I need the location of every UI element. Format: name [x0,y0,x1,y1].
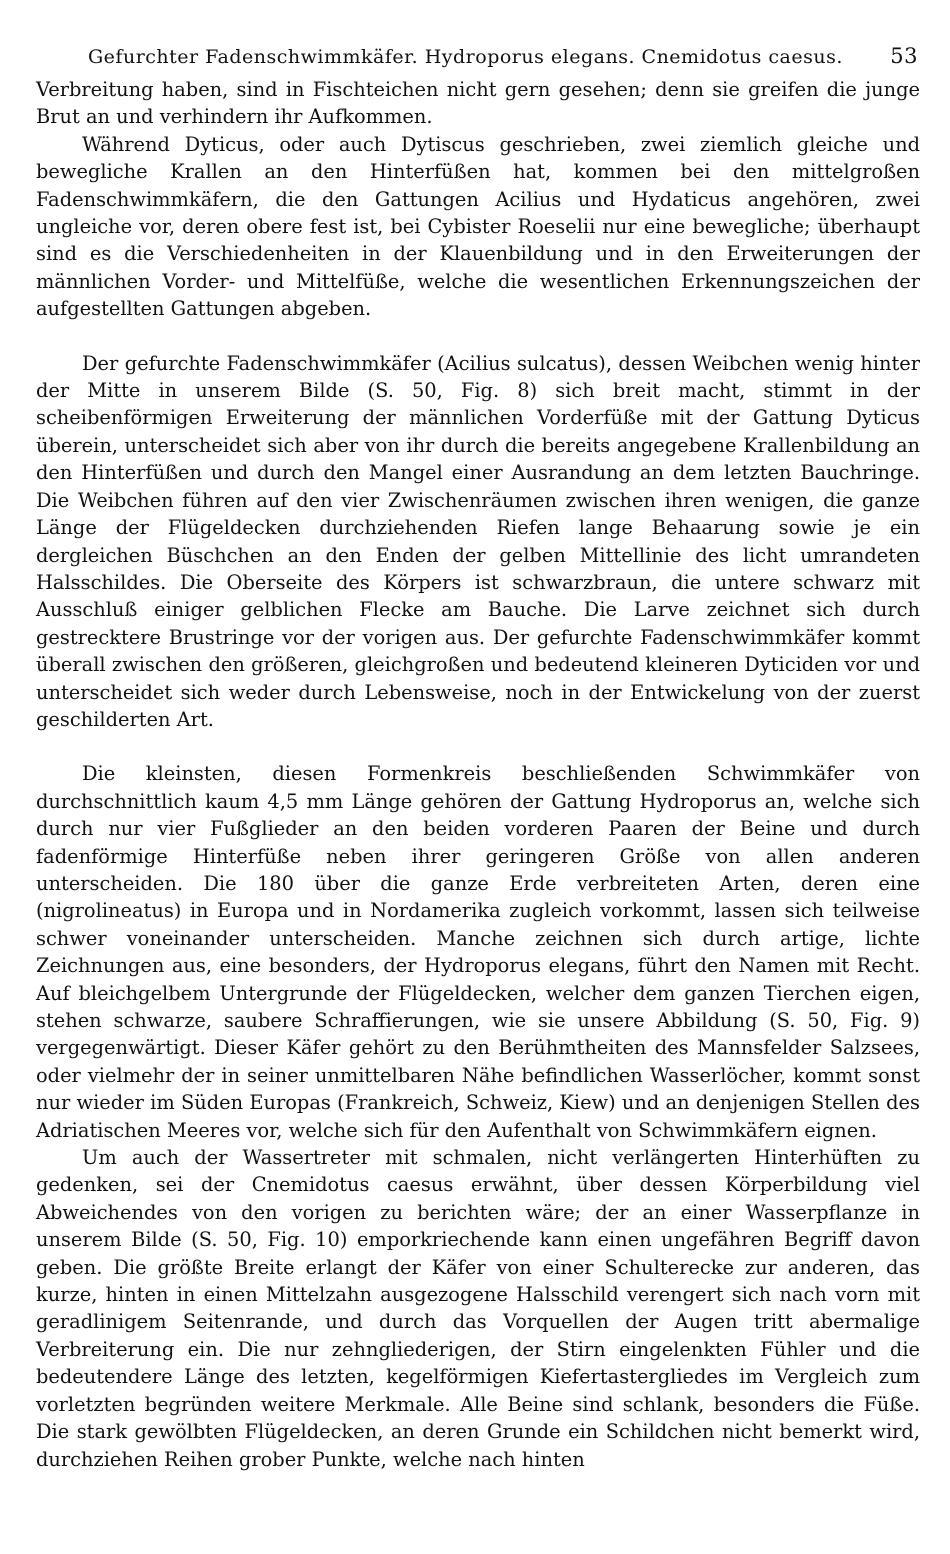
paragraph-continuation: Verbreitung haben, sind in Fischteichen nicht gern gesehen; denn sie greifen die junge Brut an und verhindern ihr Aufkommen. [36,78,920,129]
running-title: Gefurchter Fadenschwimmkäfer. Hydroporus elegans. Cnemidotus caesus. [88,46,843,68]
paragraph-acilius: Der gefurchte Fadenschwimmkäfer (Acilius sulcatus), dessen Weibchen wenig hinter der Mitte in unserem Bilde (S. 50, Fig. 8) sich breit macht, stimmt in der scheibenförmigen Erweiterung der männlichen Vorderfüße mit der Gattung Dyticus überein, unterscheidet sich aber von ihr durch die bereits angegebene Krallenbildung an den Hinterfüßen und durch den Mangel einer Ausrandung an dem letzten Bauchringe. Die Weibchen führen auf den vier Zwischenräumen zwischen ihren wenigen, die ganze Länge der Flügeldecken durchziehenden Riefen lange Behaarung sowie je ein dergleichen Büschchen an den Enden der gelben Mittellinie des licht umrandeten Halsschildes. Die Oberseite des Körpers ist schwarzbraun, die untere schwarz mit Ausschluß einiger gelblichen Flecke am Bauche. Die Larve zeichnet sich durch gestrecktere Brustringe vor der vorigen aus. Der gefurchte Fadenschwimmkäfer kommt überall zwischen den größeren, gleichgroßen und bedeutend kleineren Dyticiden vor und unterscheidet sich weder durch Lebensweise, noch in der Entwickelung von der zuerst geschilderten Art. [36,351,920,731]
paragraph-cnemidotus: Um auch der Wassertreter mit schmalen, nicht verlängerten Hinterhüften zu gedenken, sei der Cnemidotus caesus erwähnt, über dessen Körperbildung viel Abweichendes von den vorigen zu berichten wäre; der an einer Wasserpflanze in unserem Bilde (S. 50, Fig. 10) emporkriechende kann einen ungefähren Begriff davon geben. Die größte Breite erlangt der Käfer von einer Schulterecke zur anderen, das kurze, hinten in einen Mittelzahn ausgezogene Halsschild verengert sich nach vorn mit geradlinigem Seitenrande, und durch das Vorquellen der Augen tritt abermalige Verbreiterung ein. Die nur zehngliederigen, der Stirn eingelenkten Fühler und die bedeutendere Länge des letzten, kegelförmigen Kiefertastergliedes im Vergleich zum vorletzten begründen weitere Merkmale. Alle Beine sind schlank, besonders die Füße. Die stark gewölbten Flügeldecken, an deren Grunde ein Schildchen nicht bemerkt wird, durchziehen Reihen grober Punkte, welche nach hinten [36,1146,920,1471]
page-number: 53 [890,44,918,68]
paragraph-claws: Während Dyticus, oder auch Dytiscus geschrieben, zwei ziemlich gleiche und bewegliche Krallen an den Hinterfüßen hat, kommen bei den mittelgroßen Fadenschwimmkäfern, die den Gattungen Acilius und Hydaticus angehören, zwei ungleiche vor, deren obere fest ist, bei Cybister Roeselii nur eine bewegliche; überhaupt sind es die Verschiedenheiten in der Klauenbildung und in den Erweiterungen der männlichen Vorder- und Mittelfüße, welche die wesentlichen Erkennungszeichen der aufgestellten Gattungen abgeben. [36,132,920,321]
paragraph-hydroporus: Die kleinsten, diesen Formenkreis beschließenden Schwimmkäfer von durchschnittlich kaum 4,5 mm Länge gehören der Gattung Hydroporus an, welche sich durch nur vier Fußglieder an den beiden vorderen Paaren der Beine und durch fadenförmige Hinterfüße neben ihrer geringeren Größe von allen anderen unterscheiden. Die 180 über die ganze Erde verbreiteten Arten, deren eine (nigrolineatus) in Europa und in Nordamerika zugleich vorkommt, lassen sich teilweise schwer voneinander unterscheiden. Manche zeichnen sich durch artige, lichte Zeichnungen aus, eine besonders, der Hydroporus elegans, führt den Namen mit Recht. Auf bleichgelbem Untergrunde der Flügeldecken, welcher dem ganzen Tierchen eigen, stehen schwarze, saubere Schraffierungen, wie sie unsere Abbildung (S. 50, Fig. 9) vergegenwärtigt. Dieser Käfer gehört zu den Berühmtheiten des Mannsfelder Salzsees, oder vielmehr der in seiner unmittelbaren Nähe befindlichen Wasserlöcher, kommt sonst nur wieder im Süden Europas (Frankreich, Schweiz, Kiew) und an denjenigen Stellen des Adriatischen Meeres vor, welche sich für den Aufenthalt von Schwimmkäfern eignen. [36,762,920,1142]
page-header [36,44,920,68]
document-page [36,44,920,1473]
